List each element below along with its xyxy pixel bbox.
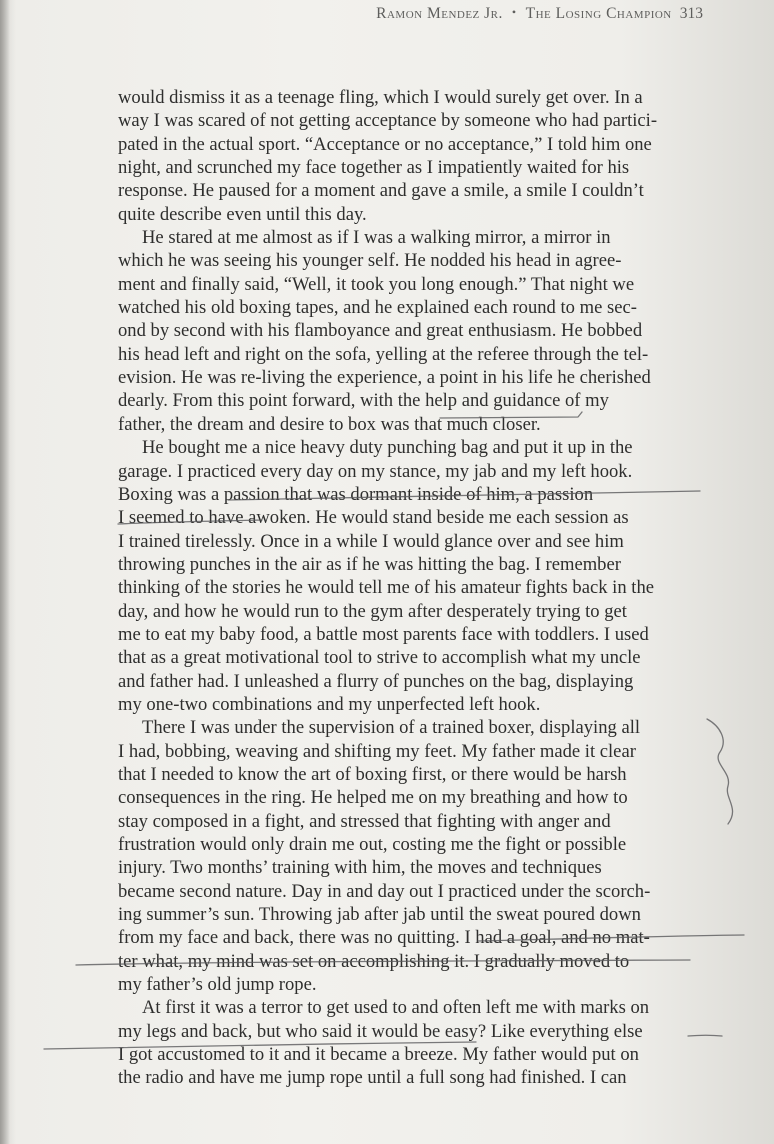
text-line: I had, bobbing, weaving and shifting my feet. My father made it clear (118, 740, 636, 762)
text-line: that as a great motivational tool to strive to accomplish what my uncle (118, 647, 641, 669)
text-line: my one-two combinations and my unperfected left hook. (118, 693, 541, 715)
text-line: his head left and right on the sofa, yelling at the referee through the tel- (118, 343, 649, 365)
text-line: throwing punches in the air as if he was hitting the bag. I remember (118, 553, 621, 575)
text-line: He bought me a nice heavy duty punching bag and put it up in the (142, 437, 633, 459)
text-line: would dismiss it as a teenage fling, which I would surely get over. In a (118, 87, 643, 108)
text-line: thinking of the stories he would tell me of his amateur fights back in the (118, 577, 655, 599)
text-line: day, and how he would run to the gym after desperately trying to get (118, 600, 627, 622)
text-line: I trained tirelessly. Once in a while I would glance over and see him (118, 530, 624, 552)
text-line: quite describe even until this day. (118, 203, 367, 225)
text-line: I got accustomed to it and it became a breeze. My father would put on (118, 1044, 639, 1066)
page-number: 313 (679, 5, 703, 22)
text-line: ond by second with his flamboyance and great enthusiasm. He bobbed (118, 320, 643, 342)
text-line: There I was under the supervision of a trained boxer, displaying all (142, 717, 641, 739)
text-line: He stared at me almost as if I was a walking mirror, a mirror in (142, 227, 611, 249)
text-line: response. He paused for a moment and gave a smile, a smile I couldn’t (118, 180, 644, 202)
header-title: The Losing Champion (525, 5, 672, 22)
text-line: which he was seeing his younger self. He nodded his head in agree- (118, 250, 622, 272)
text-line: that I needed to know the art of boxing first, or there would be harsh (118, 763, 627, 785)
text-line: ment and finally said, “Well, it took you long enough.” That night we (118, 273, 635, 295)
header-author: Ramon Mendez Jr. (376, 5, 503, 22)
running-header (0, 5, 703, 23)
bracket-margin (707, 719, 733, 824)
text-line: ter what, my mind was set on accomplishing it. I gradually moved to (118, 950, 630, 972)
text-line: the radio and have me jump rope until a full song had finished. I can (118, 1067, 627, 1089)
text-line: from my face and back, there was no quitting. I had a goal, and no mat- (118, 927, 650, 949)
text-line: night, and scrunched my face together as I impatiently waited for his (118, 157, 630, 179)
text-line: frustration would only drain me out, costing me the fight or possible (118, 834, 627, 855)
text-line: consequences in the ring. He helped me on my breathing and how to (118, 787, 628, 809)
binding-shadow (0, 0, 10, 1144)
text-line: injury. Two months’ training with him, the moves and techniques (118, 857, 602, 879)
text-line: watched his old boxing tapes, and he explained each round to me sec- (118, 297, 637, 319)
text-line: and father had. I unleashed a flurry of punches on the bag, displaying (118, 670, 634, 692)
text-line: pated in the actual sport. “Acceptance or no acceptance,” I told him one (118, 133, 652, 155)
text-line: my father’s old jump rope. (118, 974, 317, 996)
body-text (118, 86, 700, 1090)
text-line: dearly. From this point forward, with the help and guidance of my (118, 390, 609, 412)
text-line: my legs and back, but who said it would be easy? Like everything else (118, 1020, 643, 1042)
text-line: At first it was a terror to get used to and often left me with marks on (142, 997, 650, 1019)
text-line: me to eat my baby food, a battle most parents face with toddlers. I used (118, 623, 649, 645)
text-line: stay composed in a fight, and stressed that fighting with anger and (118, 810, 611, 832)
text-line: became second nature. Day in and day out I practiced under the scorch- (118, 880, 651, 902)
text-line: garage. I practiced every day on my stance, my jab and my left hook. (118, 460, 633, 482)
text-line: Boxing was a passion that was dormant inside of him, a passion (118, 483, 594, 505)
text-line: I seemed to have awoken. He would stand beside me each session as (118, 507, 629, 529)
text-line: father, the dream and desire to box was that much closer. (118, 413, 541, 435)
text-line: ing summer’s sun. Throwing jab after jab until the sweat poured down (118, 904, 641, 926)
text-line: evision. He was re-living the experience, a point in his life he cherished (118, 367, 651, 389)
header-bullet: • (511, 5, 517, 19)
text-line: way I was scared of not getting acceptance by someone who had partici- (118, 110, 658, 132)
